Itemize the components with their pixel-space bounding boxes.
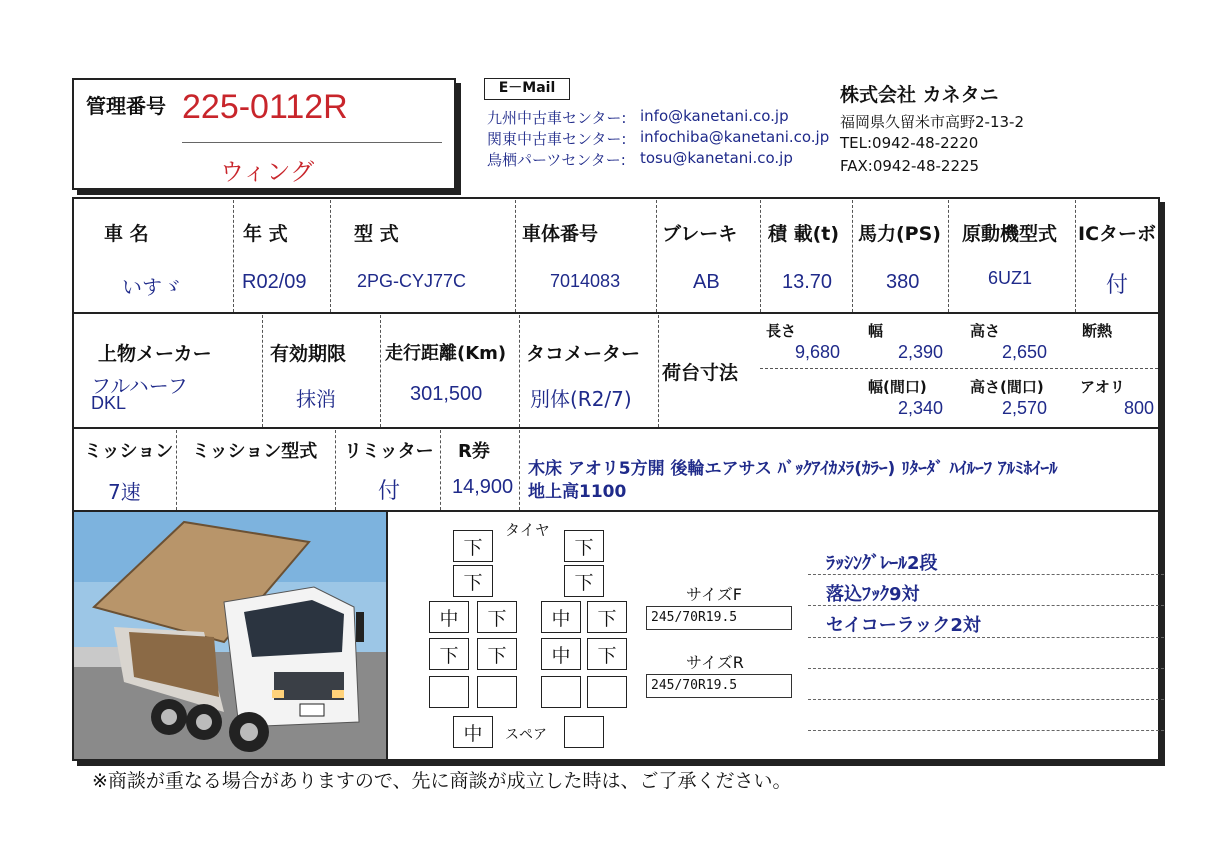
mission-type-label: ミッション型式 xyxy=(192,441,318,462)
gate-value: 800 xyxy=(1124,398,1155,418)
r3-sep xyxy=(519,430,520,510)
tire-rear3-right-outer xyxy=(587,676,627,708)
spare-label: スペア xyxy=(505,727,547,743)
features-line-1: 木床 アオリ5方開 後輪エアサス ﾊﾞｯｸｱｲｶﾒﾗ(ｶﾗｰ) ﾘﾀｰﾀﾞ ﾊｲﾙｰﾌ ｱﾙﾐﾎｲｰﾙ xyxy=(528,459,1058,479)
email-center-2: 関東中古車センター: xyxy=(487,130,627,148)
insulation-label: 断熱 xyxy=(1082,322,1113,340)
features-line-2: 地上高1100 xyxy=(528,482,627,502)
note-line xyxy=(808,699,1164,700)
size-r-value: 245/70R19.5 xyxy=(646,674,792,698)
note-line xyxy=(808,605,1164,606)
r3-sep xyxy=(176,430,177,510)
company-fax: FAX:0942-48-2225 xyxy=(840,157,980,175)
tire-rear1-left-outer: 中 xyxy=(429,601,469,633)
tire-spare-1: 中 xyxy=(453,716,493,748)
maker-label: 上物メーカー xyxy=(98,343,212,365)
gate-label: アオリ xyxy=(1080,378,1125,396)
r1-sep xyxy=(233,200,234,312)
company-tel: TEL:0942-48-2220 xyxy=(840,134,979,152)
limiter-value: 付 xyxy=(378,479,401,504)
r3-sep xyxy=(440,430,441,510)
r1-sep xyxy=(656,200,657,312)
value-car-name: いすゞ xyxy=(122,275,182,299)
note-1: ﾗｯｼﾝｸﾞﾚｰﾙ2段 xyxy=(826,553,938,574)
width-label: 幅 xyxy=(868,322,884,340)
height-value: 2,650 xyxy=(1002,342,1048,362)
expiry-label: 有効期限 xyxy=(270,343,347,365)
photo-divider xyxy=(386,512,388,760)
size-f-label: サイズF xyxy=(686,585,742,604)
header-ic-turbo: ICターボ xyxy=(1078,223,1157,245)
value-year: R02/09 xyxy=(242,271,307,293)
row-divider-2 xyxy=(72,427,1160,429)
expiry-value: 抹消 xyxy=(296,387,336,411)
size-r-label: サイズR xyxy=(686,653,744,672)
header-brake: ブレーキ xyxy=(662,223,738,245)
r-ticket-label: R券 xyxy=(458,441,490,462)
length-label: 長さ xyxy=(766,322,797,340)
header-engine: 原動機型式 xyxy=(962,223,1058,245)
management-number: 225-0112R xyxy=(182,88,348,126)
value-ic-turbo: 付 xyxy=(1106,273,1129,298)
r2-sep xyxy=(519,315,520,427)
note-3: セイコーラック2対 xyxy=(826,615,981,636)
footer-disclaimer: ※商談が重なる場合がありますので、先に商談が成立した時は、ご了承ください。 xyxy=(92,770,792,792)
r2-sep xyxy=(380,315,381,427)
value-load: 13.70 xyxy=(782,271,833,293)
r3-sep xyxy=(335,430,336,510)
r1-sep xyxy=(330,200,331,312)
value-model: 2PG-CYJ77C xyxy=(357,271,467,291)
note-2: 落込ﾌｯｸ9対 xyxy=(826,584,920,605)
company-name: 株式会社 カネタニ xyxy=(840,84,999,106)
management-label: 管理番号 xyxy=(86,94,166,118)
tacho-value: 別体(R2/7) xyxy=(530,387,632,411)
email-address-2[interactable]: infochiba@kanetani.co.jp xyxy=(640,128,830,146)
tire-front-left: 下 xyxy=(453,530,493,562)
email-center-3: 鳥栖パーツセンター: xyxy=(487,151,626,169)
tacho-label: タコメーター xyxy=(526,343,641,365)
length-value: 9,680 xyxy=(795,342,841,362)
note-line xyxy=(808,730,1164,731)
tire-second-right: 下 xyxy=(564,565,604,597)
bed-size-label: 荷台寸法 xyxy=(662,362,739,384)
size-f-value: 245/70R19.5 xyxy=(646,606,792,630)
header-chassis: 車体番号 xyxy=(522,223,599,245)
tire-second-left: 下 xyxy=(453,565,493,597)
r1-sep xyxy=(760,200,761,312)
row-divider-1 xyxy=(72,312,1160,314)
company-address: 福岡県久留米市高野2-13-2 xyxy=(840,113,1024,131)
header-model: 型 式 xyxy=(354,223,399,245)
inner-height-label: 高さ(間口) xyxy=(970,378,1044,396)
header-divider xyxy=(182,142,442,143)
header-horsepower: 馬力(PS) xyxy=(858,223,941,245)
maker-value-1: フルハーフ xyxy=(91,374,188,398)
inner-width-value: 2,340 xyxy=(898,398,944,418)
mission-value: 7速 xyxy=(108,480,141,504)
mission-label: ミッション xyxy=(84,441,174,462)
tire-rear2-left-inner: 下 xyxy=(477,638,517,670)
r-ticket-value: 14,900 xyxy=(452,476,514,498)
tire-rear1-left-inner: 下 xyxy=(477,601,517,633)
management-box xyxy=(72,78,456,190)
r2-sep xyxy=(658,315,659,427)
header-car-name: 車 名 xyxy=(104,223,149,245)
r1-sep xyxy=(852,200,853,312)
tire-rear1-right-outer: 下 xyxy=(587,601,627,633)
truck-illustration xyxy=(74,512,386,759)
tire-rear2-right-outer: 下 xyxy=(587,638,627,670)
header-load: 積 載(t) xyxy=(768,223,840,245)
header-year: 年 式 xyxy=(243,223,288,245)
value-horsepower: 380 xyxy=(886,271,920,293)
mileage-value: 301,500 xyxy=(410,383,483,405)
truck-photo xyxy=(74,512,386,759)
email-center-1: 九州中古車センター: xyxy=(487,109,627,127)
note-line xyxy=(808,668,1164,669)
body-type: ウィング xyxy=(220,158,315,186)
email-address-1[interactable]: info@kanetani.co.jp xyxy=(640,107,789,125)
maker-value-2: DKL xyxy=(91,393,127,413)
r1-sep xyxy=(1075,200,1076,312)
tire-title: タイヤ xyxy=(505,521,550,539)
note-line xyxy=(808,574,1164,575)
bed-dash-1 xyxy=(760,368,1158,369)
r1-sep xyxy=(515,200,516,312)
tire-rear3-left-outer xyxy=(429,676,469,708)
tire-rear2-right-inner: 中 xyxy=(541,638,581,670)
r2-sep xyxy=(262,315,263,427)
tire-rear1-right-inner: 中 xyxy=(541,601,581,633)
tire-rear3-left-inner xyxy=(477,676,517,708)
tire-front-right: 下 xyxy=(564,530,604,562)
tire-spare-2 xyxy=(564,716,604,748)
width-value: 2,390 xyxy=(898,342,944,362)
tire-rear3-right-inner xyxy=(541,676,581,708)
email-label: E－Mail xyxy=(484,78,570,100)
value-brake: AB xyxy=(693,271,720,293)
mileage-label: 走行距離(Km) xyxy=(385,343,507,364)
r1-sep xyxy=(948,200,949,312)
inner-height-value: 2,570 xyxy=(1002,398,1048,418)
inner-width-label: 幅(間口) xyxy=(868,378,927,396)
tire-rear2-left-outer: 下 xyxy=(429,638,469,670)
height-label: 高さ xyxy=(970,322,1001,340)
note-line xyxy=(808,637,1164,638)
email-address-3[interactable]: tosu@kanetani.co.jp xyxy=(640,149,793,167)
value-engine: 6UZ1 xyxy=(988,268,1033,288)
value-chassis: 7014083 xyxy=(550,271,621,291)
limiter-label: リミッター xyxy=(344,441,434,462)
